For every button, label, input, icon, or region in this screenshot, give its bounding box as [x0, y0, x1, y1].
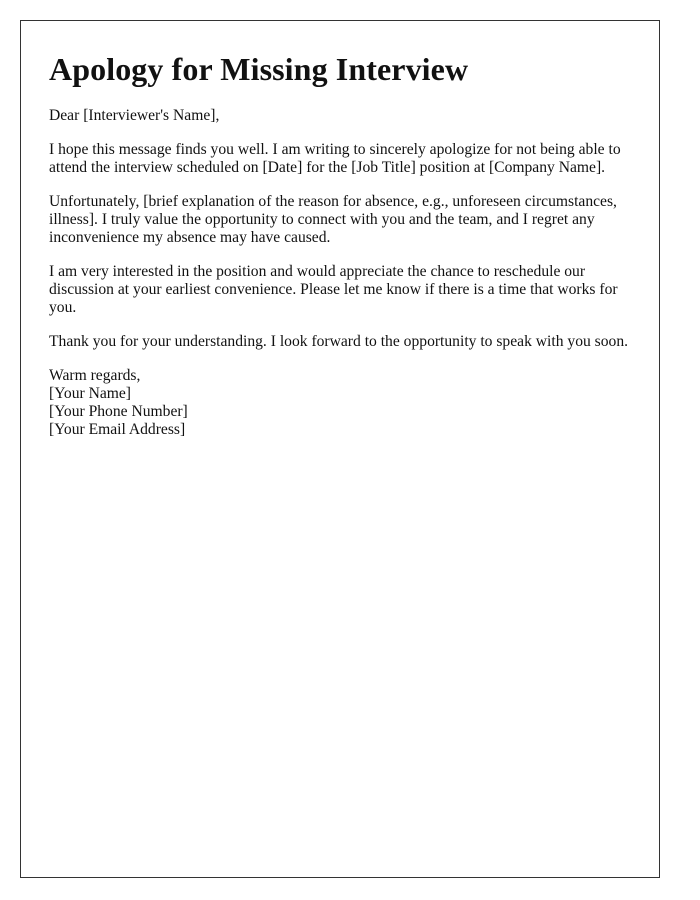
- signature-name: [Your Name]: [49, 385, 132, 402]
- body-paragraph-4: Thank you for your understanding. I look forward to the opportunity to speak with you soon.: [49, 333, 629, 350]
- body-paragraph-3: I am very interested in the position and would appreciate the chance to reschedule our discussion at your earliest convenience. Please let me know if there is a time that works for you.: [49, 263, 618, 316]
- letter-title: Apology for Missing Interview: [49, 51, 469, 87]
- signature-phone: [Your Phone Number]: [49, 403, 188, 420]
- body-paragraph-2: Unfortunately, [brief explanation of the reason for absence, e.g., unforeseen circumstances, illness]. I truly value the opportunity to connect with you and the team, and I regret any inconvenience my absence may have caused.: [49, 193, 617, 246]
- signature-email: [Your Email Address]: [49, 421, 186, 438]
- letter-page: [20, 20, 660, 878]
- signature-block: [49, 367, 631, 439]
- body-paragraph-1: I hope this message finds you well. I am writing to sincerely apologize for not being able to attend the interview scheduled on [Date] for the [Job Title] position at [Company Name].: [49, 141, 621, 176]
- closing: Warm regards,: [49, 367, 141, 384]
- salutation: Dear [Interviewer's Name],: [49, 107, 220, 124]
